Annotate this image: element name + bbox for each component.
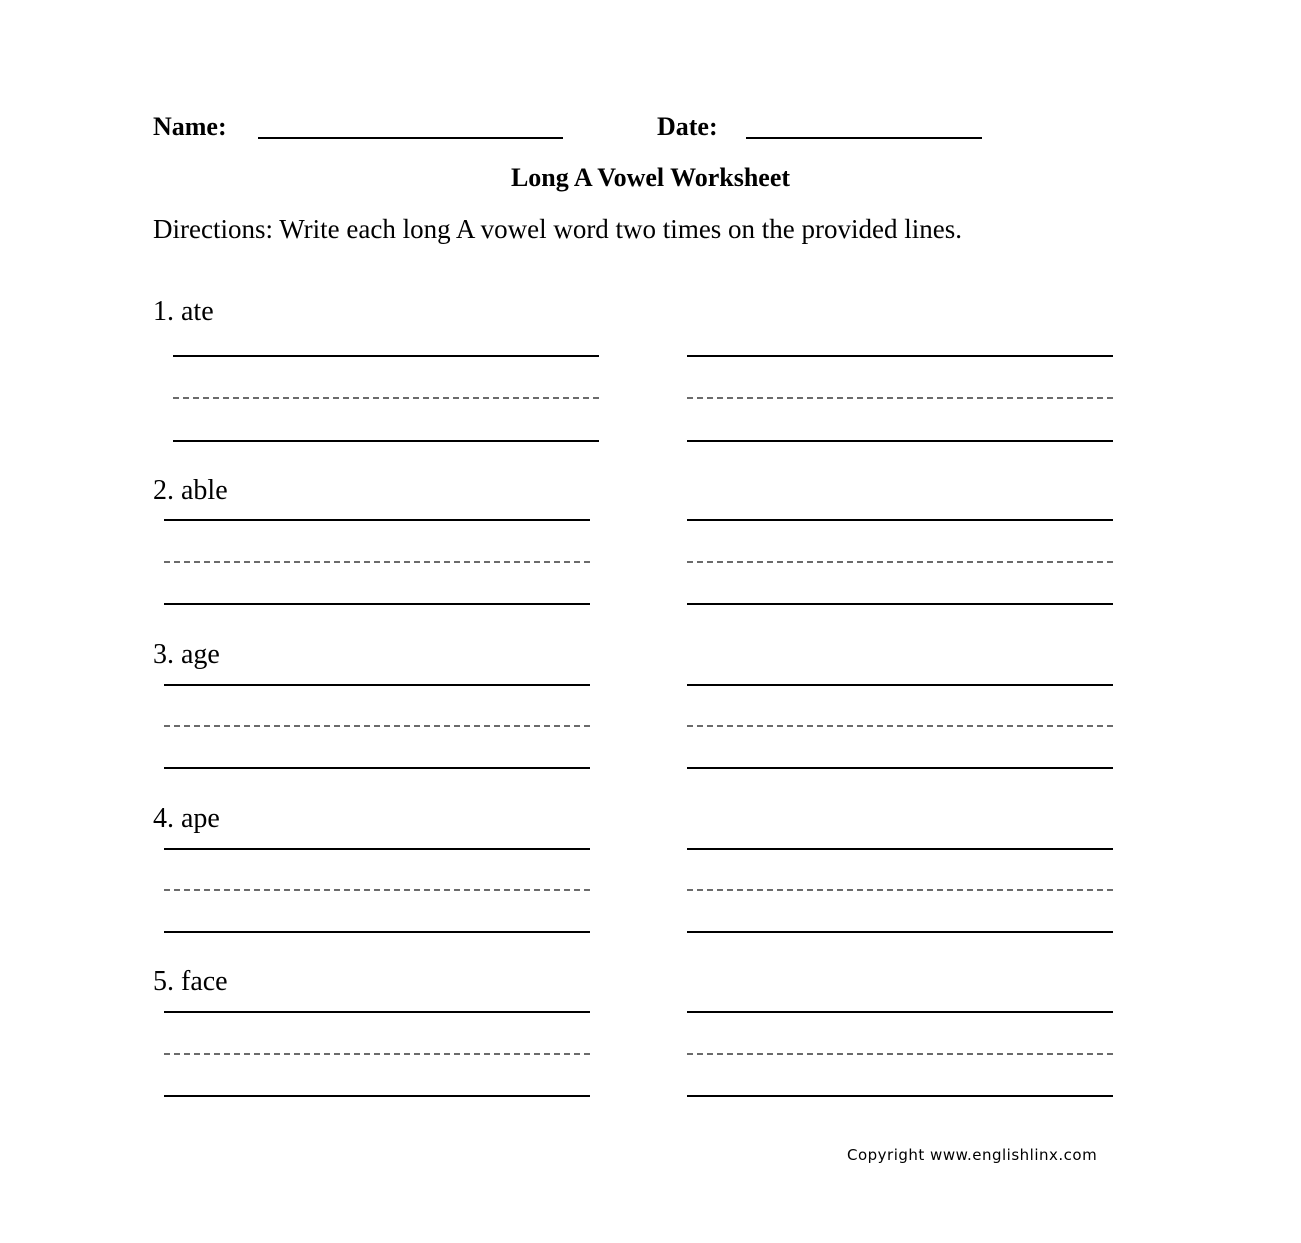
base-line xyxy=(687,767,1113,769)
base-line xyxy=(687,603,1113,605)
mid-dashed-line xyxy=(687,725,1113,727)
mid-dashed-line xyxy=(164,889,590,891)
mid-dashed-line xyxy=(687,889,1113,891)
name-blank-line[interactable] xyxy=(258,137,563,139)
directions-text: Directions: Write each long A vowel word two times on the provided lines. xyxy=(153,214,963,244)
date-blank-line[interactable] xyxy=(746,137,982,139)
mid-dashed-line xyxy=(164,725,590,727)
base-line xyxy=(164,767,590,769)
mid-dashed-line xyxy=(687,397,1113,399)
item-word: 1. ate xyxy=(153,296,214,327)
mid-dashed-line xyxy=(687,561,1113,563)
mid-dashed-line xyxy=(164,561,590,563)
base-line xyxy=(687,1095,1113,1097)
name-label: Name: xyxy=(153,112,227,141)
mid-dashed-line xyxy=(164,1053,590,1055)
base-line xyxy=(164,603,590,605)
date-label: Date: xyxy=(657,112,718,141)
base-line xyxy=(687,931,1113,933)
top-line xyxy=(164,519,590,521)
top-line xyxy=(164,684,590,686)
copyright-notice: Copyright www.englishlinx.com xyxy=(847,1146,1098,1164)
top-line xyxy=(687,519,1113,521)
top-line xyxy=(173,355,599,357)
base-line xyxy=(687,440,1113,442)
worksheet-title: Long A Vowel Worksheet xyxy=(510,163,791,192)
item-word: 2. able xyxy=(153,475,228,506)
top-line xyxy=(164,1011,590,1013)
top-line xyxy=(687,355,1113,357)
item-word: 4. ape xyxy=(153,803,220,834)
mid-dashed-line xyxy=(687,1053,1113,1055)
base-line xyxy=(173,440,599,442)
top-line xyxy=(687,684,1113,686)
base-line xyxy=(164,931,590,933)
item-word: 5. face xyxy=(153,966,228,997)
top-line xyxy=(687,848,1113,850)
base-line xyxy=(164,1095,590,1097)
top-line xyxy=(687,1011,1113,1013)
item-word: 3. age xyxy=(153,639,220,670)
mid-dashed-line xyxy=(173,397,599,399)
top-line xyxy=(164,848,590,850)
